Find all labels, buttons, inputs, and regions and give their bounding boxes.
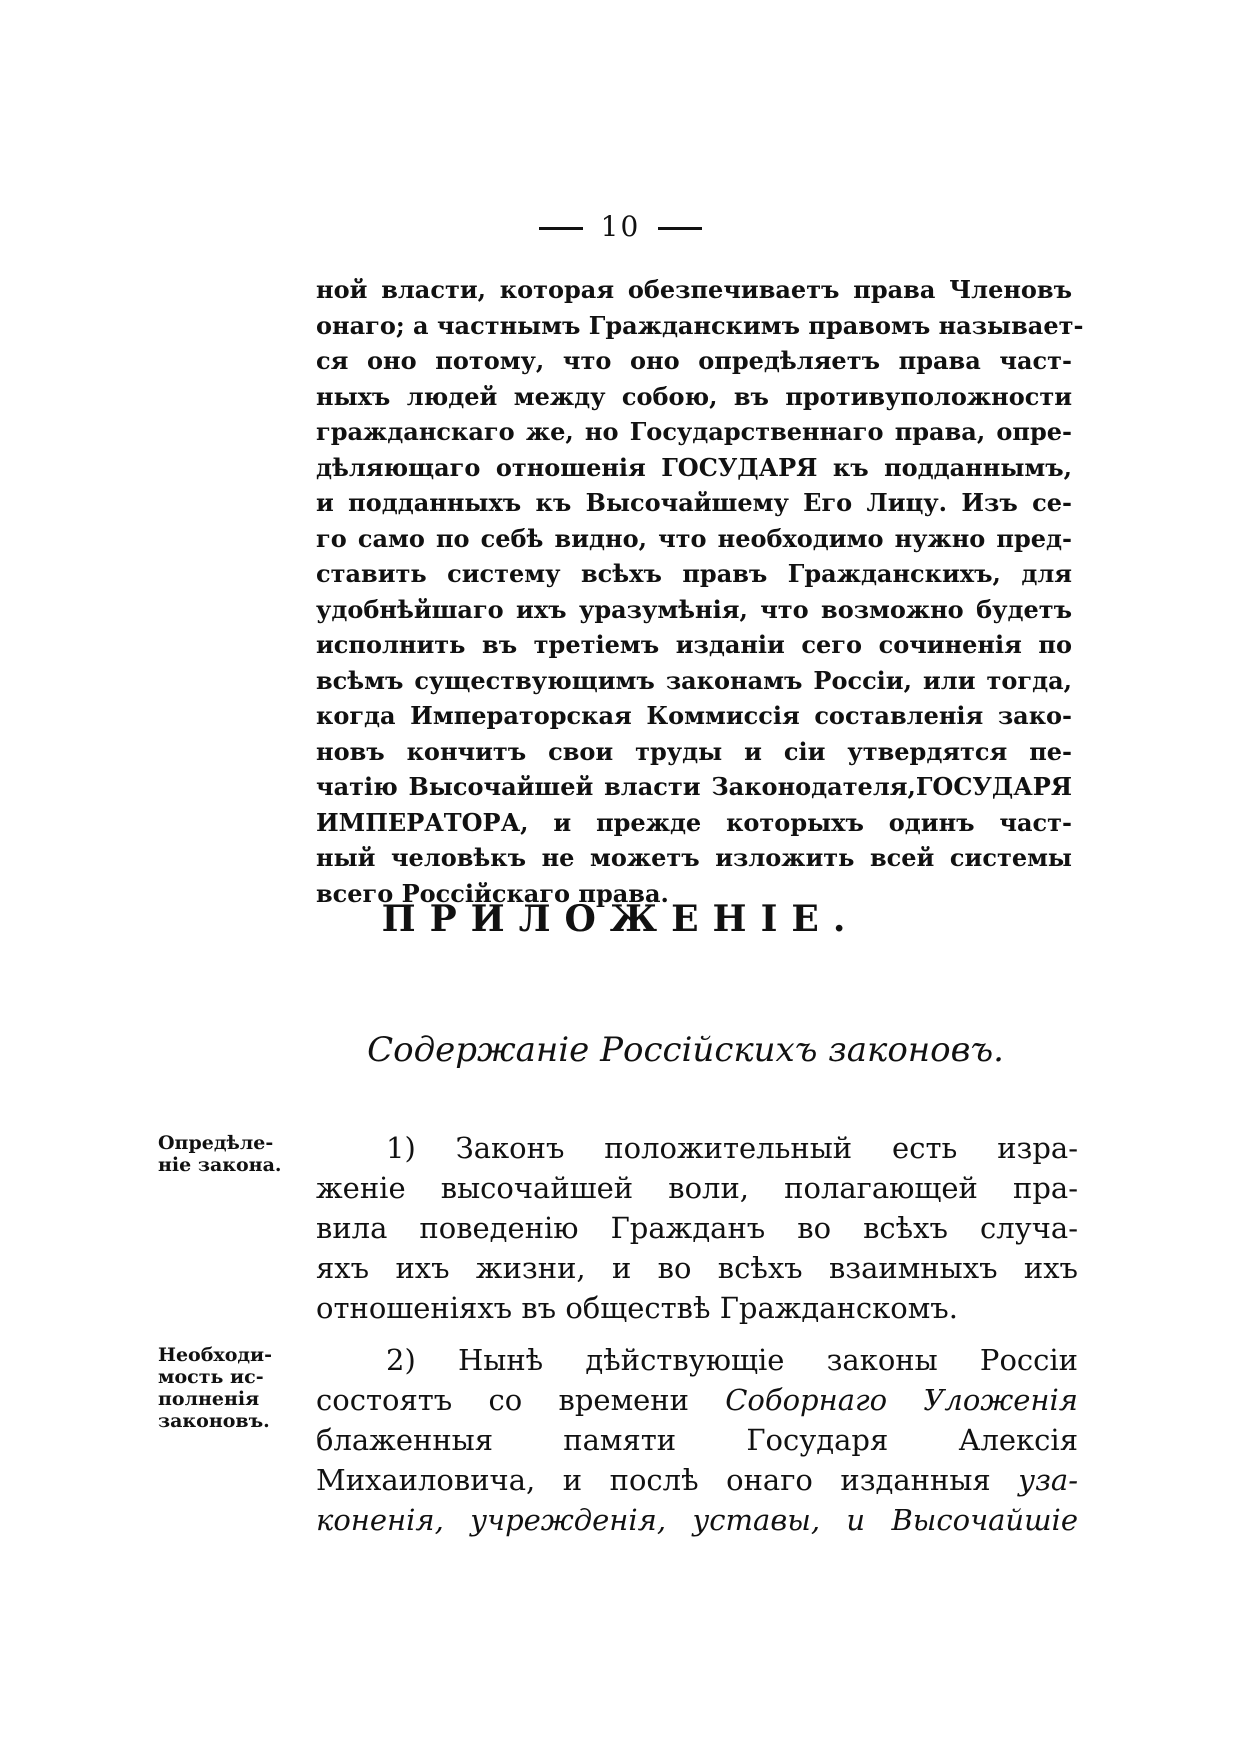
text-line: ставить систему всѣхъ правъ Гражданскихъ, для bbox=[316, 559, 1072, 588]
section-subtitle: Содержаніе Россійскихъ законовъ. bbox=[367, 1030, 1004, 1070]
text-line: ИМПЕРАТОРА, и прежде которыхъ одинъ част- bbox=[316, 807, 1072, 837]
text-line: яхъ ихъ жизни, и во всѣхъ взаимныхъ ихъ bbox=[316, 1251, 1078, 1285]
article-text bbox=[316, 1340, 1078, 1540]
text-line: ся оно потому, что оно опредѣляетъ права част- bbox=[316, 346, 1072, 375]
text-line: гражданскаго же, но Государственнаго права, опре- bbox=[316, 417, 1072, 446]
text-line: дѣляющаго отношенія ГОСУДАРЯ къ подданнымъ, bbox=[316, 452, 1072, 482]
text-line: чатію Высочайшей власти Законодателя,ГОСУДАРЯ bbox=[316, 772, 1072, 801]
text-line: удобнѣйшаго ихъ уразумѣнія, что возможно будетъ bbox=[316, 594, 1072, 624]
appendix-title: ПРИЛОЖЕНІЕ. bbox=[381, 898, 860, 940]
text-line: состоятъ со времени Соборнаго Уложенія bbox=[316, 1383, 1078, 1417]
text-line: онаго; а частнымъ Гражданскимъ правомъ называет- bbox=[316, 310, 1084, 340]
text-line: женіе высочайшей воли, полагающей пра- bbox=[316, 1171, 1078, 1205]
text-line: новъ кончитъ свои труды и сіи утвердятся пе- bbox=[316, 736, 1072, 766]
margin-note: Опредѣле- ніе закона. bbox=[158, 1132, 282, 1176]
text-line: исполнить въ третіемъ изданіи сего сочиненія по bbox=[316, 630, 1072, 659]
text-line: отношеніяхъ въ обществѣ Гражданскомъ. bbox=[316, 1291, 958, 1325]
text-line: блаженныя памяти Государя Алексія bbox=[316, 1423, 1078, 1457]
text-line: всего Россійскаго права. bbox=[316, 878, 669, 908]
text-line: Михаиловича, и послѣ онаго изданныя уза- bbox=[316, 1463, 1078, 1497]
text-line: ный человѣкъ не можетъ изложить всей системы bbox=[316, 843, 1072, 872]
text-line: го само по себѣ видно, что необходимо нужно пред- bbox=[316, 523, 1072, 553]
text-line: 1) Законъ положительный есть изра- bbox=[386, 1131, 1078, 1165]
text-line: ной власти, которая обезпечиваетъ права Членовъ bbox=[316, 275, 1072, 304]
text-line: вила поведенію Гражданъ во всѣхъ случа- bbox=[316, 1211, 1078, 1245]
article-text bbox=[316, 1128, 1078, 1328]
page-number: 10 bbox=[0, 210, 1241, 243]
text-line: 2) Нынѣ дѣйствующіе законы Россіи bbox=[386, 1343, 1078, 1377]
text-line: всѣмъ существующимъ законамъ Россіи, или тогда, bbox=[316, 665, 1072, 695]
margin-note: Необходи- мость ис- полненія законовъ. bbox=[158, 1344, 273, 1432]
text-line: коненія, учрежденія, уставы, и Высочайшіе bbox=[316, 1503, 1078, 1537]
text-line: ныхъ людей между собою, въ противуположности bbox=[316, 381, 1072, 411]
right-dash bbox=[658, 227, 702, 230]
body-paragraph bbox=[316, 272, 1084, 911]
text-line: и подданныхъ къ Высочайшему Его Лицу. Изъ се- bbox=[316, 488, 1072, 517]
text-line: когда Императорская Коммиссія составленія зако- bbox=[316, 701, 1072, 730]
left-dash bbox=[539, 227, 583, 230]
